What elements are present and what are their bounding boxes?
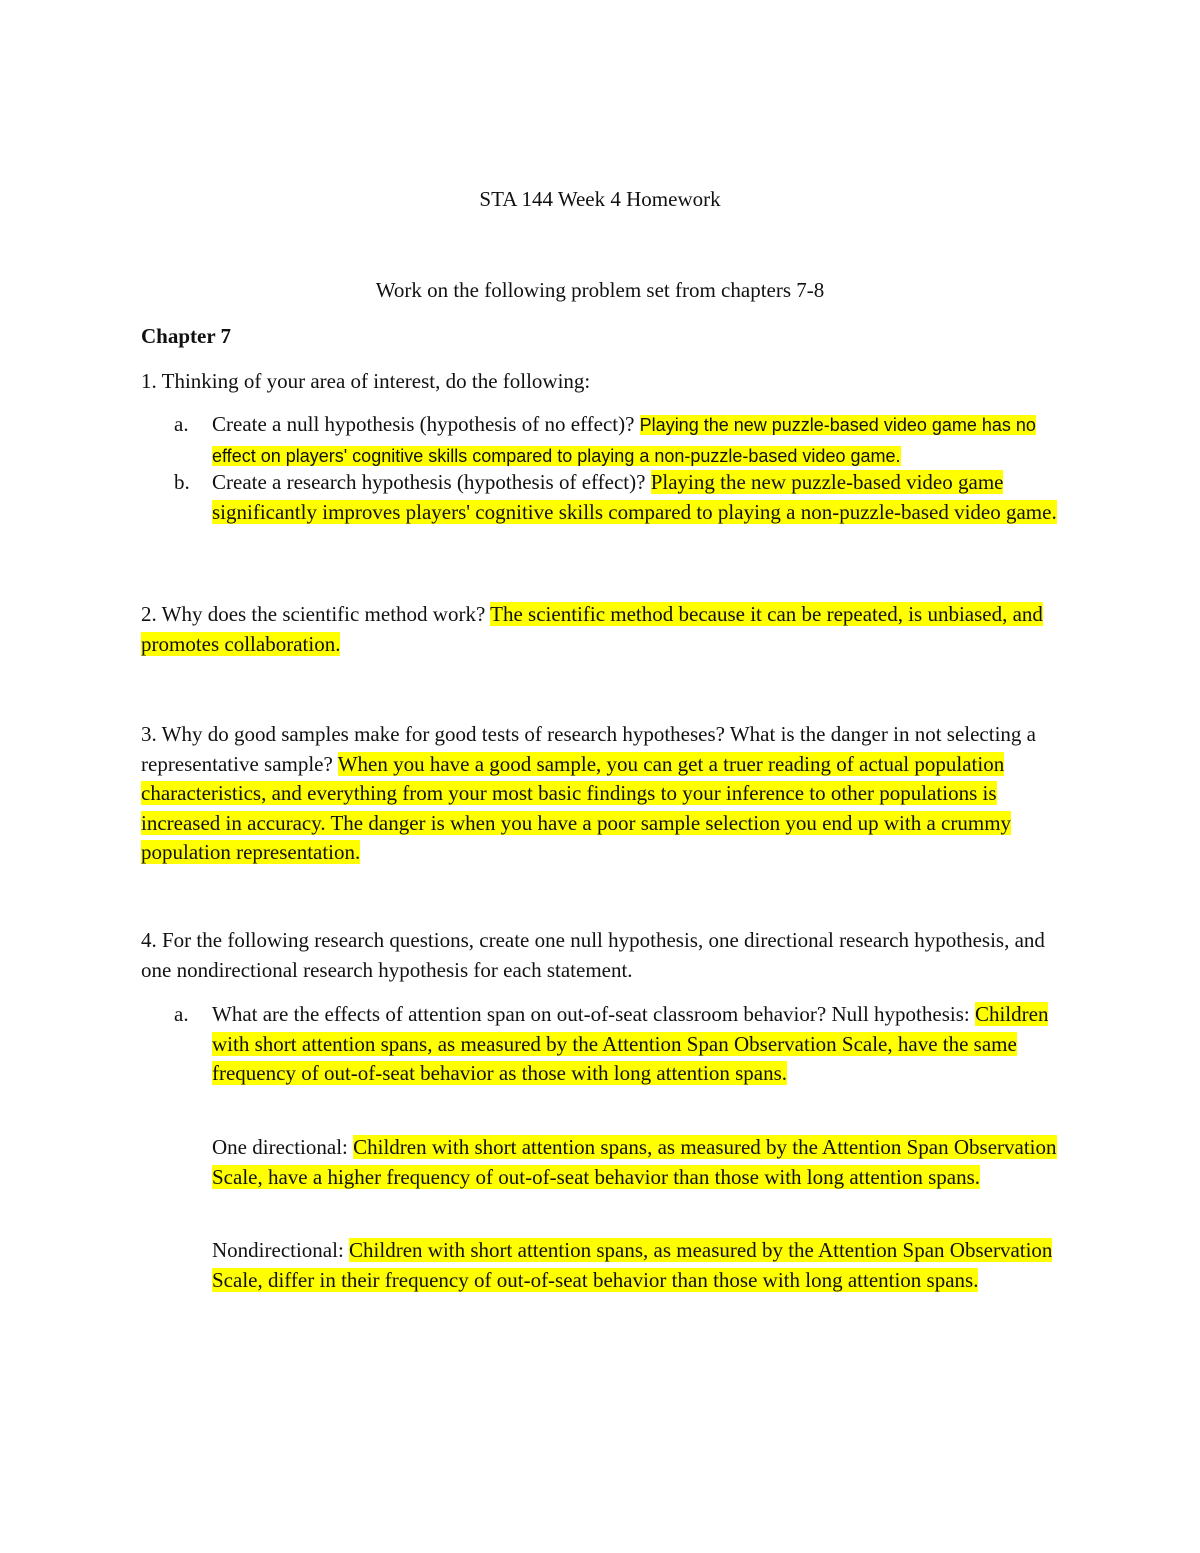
- answer-text: Playing the new puzzle-based video game significantly improves players' cognitive skills compared to playing a non-puzzle-based video game.: [212, 470, 1057, 524]
- directional-answer: Children with short attention spans, as measured by the Attention Span Observation Scale, have a higher frequency of out-of-seat behavior than those with long attention spans.: [212, 1135, 1057, 1189]
- page-title: STA 144 Week 4 Homework: [479, 187, 721, 211]
- item-label: a.: [174, 412, 189, 436]
- directional-hypothesis: [174, 1133, 1064, 1192]
- answer-text: The scientific method because it can be repeated, is unbiased, and promotes collaboration.: [141, 602, 1043, 656]
- page-subtitle: Work on the following problem set from chapters 7-8: [375, 278, 825, 302]
- item-label: b.: [174, 470, 190, 494]
- question-4-prompt: 4. For the following research questions, create one null hypothesis, one directional research hypothesis, and one nondirectional research hypothesis for each statement.: [141, 928, 1045, 982]
- nondirectional-label: Nondirectional:: [212, 1238, 344, 1262]
- question-text: Create a null hypothesis (hypothesis of no effect)?: [212, 412, 635, 436]
- nondirectional-answer: Children with short attention spans, as measured by the Attention Span Observation Scale, differ in their frequency of out-of-seat behavior than those with long attention spans.: [212, 1238, 1053, 1292]
- chapter-heading: Chapter 7: [141, 324, 232, 348]
- question-1a: [174, 410, 1064, 471]
- answer-text: Playing the new puzzle-based video game has no effect on players' cognitive skills compared to playing a non-puzzle-based video game.: [212, 415, 1036, 466]
- question-4a: [174, 1000, 1064, 1089]
- question-2: [141, 600, 1061, 659]
- item-label: a.: [174, 1002, 189, 1026]
- question-3: [141, 720, 1061, 868]
- question-text: Create a research hypothesis (hypothesis of effect)?: [212, 470, 646, 494]
- question-1-prompt: 1. Thinking of your area of interest, do the following:: [141, 369, 591, 393]
- question-text: What are the effects of attention span on out-of-seat classroom behavior? Null hypothesis:: [212, 1002, 970, 1026]
- question-1b: [174, 468, 1064, 527]
- question-text: 2. Why does the scientific method work?: [141, 602, 486, 626]
- answer-text: When you have a good sample, you can get a truer reading of actual population characteristics, and everything from your most basic findings to your inference to other populations is increased in accuracy. The danger is when you have a poor sample selection you end up with a crummy population representation.: [141, 751, 1012, 864]
- directional-label: One directional:: [212, 1135, 348, 1159]
- null-hypothesis-answer: Children with short attention spans, as measured by the Attention Span Observation Scale, have the same frequency of out-of-seat behavior as those with long attention spans.: [212, 1002, 1049, 1085]
- question-text: 3. Why do good samples make for good tests of research hypotheses? What is the danger in not selecting a representative sample?: [141, 722, 1036, 776]
- nondirectional-hypothesis: [174, 1236, 1064, 1295]
